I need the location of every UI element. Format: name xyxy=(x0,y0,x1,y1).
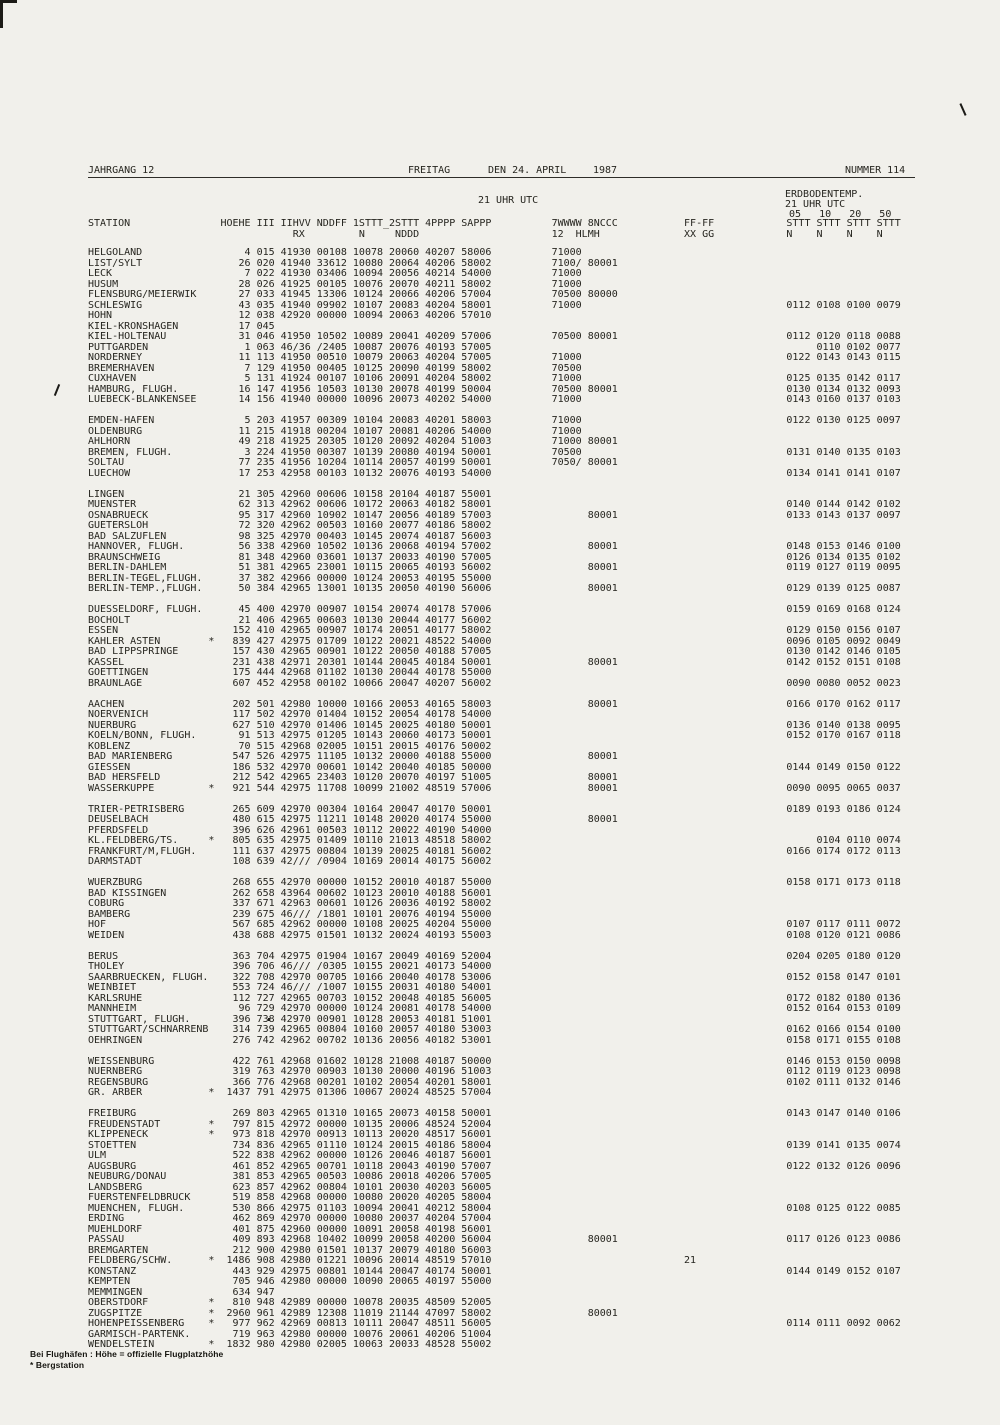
table-row: WEISSENBURG 422 761 42968 01602 10128 21008 40187 50000 0146 0153 0150 0098 xyxy=(88,1055,901,1067)
table-row: BAD MARIENBERG 547 526 42975 11105 10132 20000 40188 55000 80001 xyxy=(88,751,618,762)
observation-time-label: 21 UHR UTC xyxy=(478,195,539,206)
table-row: MUENSTER 62 313 42962 00606 10172 20063 40182 58001 0140 0144 0142 0102 xyxy=(88,499,901,510)
table-row: BAD LIPPSPRINGE 157 430 42965 00901 10122 20050 40188 57005 0130 0142 0146 0105 xyxy=(88,646,901,657)
table-row: MUEHLDORF 401 875 42960 00000 10091 20058 40198 56001 xyxy=(88,1223,492,1235)
table-row: STOETTEN 734 836 42965 01110 10124 20015 40186 58004 0139 0141 0135 0074 xyxy=(88,1139,901,1151)
table-row: KIEL-KRONSHAGEN 17 045 xyxy=(88,320,275,332)
table-row: KARLSRUHE 112 727 42965 00703 10152 20048 40185 56005 0172 0182 0180 0136 xyxy=(88,992,901,1004)
table-row: FLENSBURG/MEIERWIK 27 033 41945 13306 10124 20066 40206 57004 70500 80000 xyxy=(88,289,618,300)
table-row: EMDEN-HAFEN 5 203 41957 00309 10104 20083 40201 58003 71000 0122 0130 0125 0097 xyxy=(88,415,901,426)
table-row: KLIPPENECK * 973 818 42970 00913 10113 20020 48517 56001 xyxy=(88,1129,492,1140)
group-separator xyxy=(88,794,901,805)
table-row: WEINBIET 553 724 46/// /1007 10155 20031 40180 54001 xyxy=(88,982,492,993)
table-row: FRANKFURT/M,FLUGH. 111 637 42975 00804 10139 20025 40181 56002 0166 0174 0172 0113 xyxy=(88,845,901,857)
table-row: FREUDENSTADT * 797 815 42972 00000 10135 20006 48524 52004 xyxy=(88,1118,492,1130)
masthead-rule xyxy=(88,177,915,178)
table-row: DUESSELDORF, FLUGH. 45 400 42970 00907 10154 20074 40178 57006 0159 0169 0168 0124 xyxy=(88,604,901,615)
erdboden-time: 21 UHR UTC xyxy=(785,199,846,210)
table-row: HOHN 12 038 42920 00000 10094 20063 40206 57010 xyxy=(88,310,492,321)
table-row: LECK 7 022 41930 03406 10094 20056 40214 54000 71000 xyxy=(88,268,582,279)
table-row: BERLIN-TEMP.,FLUGH. 50 384 42965 13001 10135 20050 40190 56006 80001 0129 0139 0125 0087 xyxy=(88,583,901,594)
scan-artifact xyxy=(54,384,60,396)
table-row: LANDSBERG 623 857 42962 00804 10101 20030 40203 56005 xyxy=(88,1181,492,1193)
table-row: LUECHOW 17 253 42958 00103 10132 20076 40193 54000 0134 0141 0141 0107 xyxy=(88,467,901,479)
table-row: AHLHORN 49 218 41925 20305 10120 20092 40204 51003 71000 80001 xyxy=(88,436,618,447)
table-row: BERLIN-DAHLEM 51 381 42965 23001 10115 20065 40193 56002 80001 0119 0127 0119 0095 xyxy=(88,562,901,573)
table-row: DEUSELBACH 480 615 42975 11211 10148 20020 40174 55000 80001 xyxy=(88,814,618,825)
table-row: WEIDEN 438 688 42975 01501 10132 20024 40193 55003 0108 0120 0121 0086 xyxy=(88,929,901,941)
table-row: AUGSBURG 461 852 42965 00701 10118 20043 40190 57007 0122 0132 0126 0096 xyxy=(88,1160,901,1172)
table-row: HELGOLAND 4 015 41930 00108 10078 20060 40207 58006 71000 xyxy=(88,247,582,258)
table-row: NOERVENICH 117 502 42970 01404 10152 20054 40178 54000 xyxy=(88,709,492,720)
masthead-year: 1987 xyxy=(593,165,618,176)
table-row: BREMGARTEN 212 900 42980 01501 10137 20079 40180 56003 xyxy=(88,1244,492,1256)
table-row: GOETTINGEN 175 444 42968 01102 10130 20044 40178 55000 xyxy=(88,667,492,678)
table-row: ULM 522 838 42962 00000 10126 20046 40187 56001 xyxy=(88,1150,492,1161)
table-row: CUXHAVEN 5 131 41924 00107 10106 20091 40204 58002 71000 0125 0135 0142 0117 xyxy=(88,373,901,384)
table-row: FELDBERG/SCHW. * 1486 908 42980 01221 10096 20014 48519 57010 21 xyxy=(88,1255,697,1266)
table-row: STUTTGART/SCHNARRENB 314 739 42965 00804 10160 20057 40180 53003 0162 0166 0154 0100 xyxy=(88,1024,901,1035)
table-row: BAD KISSINGEN 262 658 43964 00602 10123 20010 40188 56001 xyxy=(88,887,492,899)
table-row: MEMMINGEN 634 947 xyxy=(88,1286,275,1298)
table-row: STUTTGART, FLUGH. 396 738 42970 00901 10128 20053 40181 51001 xyxy=(88,1013,492,1025)
erdboden-title: ERDBODENTEMP. xyxy=(785,189,864,200)
table-row: BREMERHAVEN 7 129 41950 00405 10125 20090 40199 58002 70500 xyxy=(88,362,582,374)
table-row: KEMPTEN 705 946 42980 00000 10090 20065 40197 55000 xyxy=(88,1276,492,1287)
table-row: WASSERKUPPE * 921 544 42975 11708 10099 21002 48519 57006 80001 0090 0095 0065 0037 xyxy=(88,782,901,794)
column-headers xyxy=(88,219,901,240)
table-row: PUTTGARDEN 1 063 46/36 /2405 10087 20076 40193 57005 0110 0102 0077 xyxy=(88,341,901,353)
table-row: BERUS 363 704 42975 01904 10167 20049 40169 52004 0204 0205 0180 0120 xyxy=(88,950,901,962)
erdboden-depths: 05 10 20 50 xyxy=(789,209,892,220)
table-row: HAMBURG, FLUGH. 16 147 41956 10503 10130 20078 40199 50004 70500 80001 0130 0134 0132 0093 xyxy=(88,383,901,395)
table-row: BRAUNLAGE 607 452 42958 00102 10066 20047 40207 56002 0090 0080 0052 0023 xyxy=(88,677,901,689)
table-row: OLDENBURG 11 215 41918 00204 10107 20081 40206 54000 71000 xyxy=(88,425,582,437)
column-header-line: RX N NDDD 12 HLMH XX GG N N N N xyxy=(88,228,883,240)
table-row: NEUBURG/DONAU 381 853 42965 00503 10086 20018 40206 57005 xyxy=(88,1171,492,1182)
table-row: NUERBURG 627 510 42970 01406 10145 20025 40180 50001 0136 0140 0138 0095 xyxy=(88,719,901,731)
table-row: GUETERSLOH 72 320 42962 00503 10160 20077 40186 58002 xyxy=(88,520,492,531)
table-row: HUSUM 28 026 41925 00105 10076 20070 40211 58002 71000 xyxy=(88,278,582,290)
table-row: BREMEN, FLUGH. 3 224 41950 00307 10139 20080 40194 50001 70500 0131 0140 0135 0103 xyxy=(88,446,901,458)
table-row: SOLTAU 77 235 41956 10204 10114 20057 40199 50001 7050/ 80001 xyxy=(88,457,618,468)
table-row: ERDING 462 869 42970 00000 10080 20037 40204 57004 xyxy=(88,1213,492,1224)
table-row: BRAUNSCHWEIG 81 348 42960 03601 10137 20033 40190 57005 0126 0134 0135 0102 xyxy=(88,551,901,563)
table-row: MUENCHEN, FLUGH. 530 866 42975 01103 10094 20041 40212 58004 0108 0125 0122 0085 xyxy=(88,1202,901,1214)
group-separator xyxy=(88,1046,901,1057)
masthead-nummer: NUMMER 114 xyxy=(845,165,906,176)
table-row: BERLIN-TEGEL,FLUGH. 37 382 42966 00000 10124 20053 40195 55000 xyxy=(88,572,492,584)
table-row: BAD SALZUFLEN 98 325 42970 00403 10145 20074 40187 56003 xyxy=(88,530,492,542)
table-row: BOCHOLT 21 406 42965 00603 10130 20044 40177 56002 xyxy=(88,614,492,626)
table-row: LINGEN 21 305 42960 00606 10158 20104 40187 55001 xyxy=(88,488,492,500)
masthead-jahrgang: JAHRGANG 12 xyxy=(88,165,155,176)
table-row: GIESSEN 186 532 42970 00601 10142 20040 40185 50000 0144 0149 0150 0122 xyxy=(88,761,901,773)
column-header-line: STATION HOEHE III IIHVV NDDFF 1STTT_2STTT 4PPPP SAPPP 7WWWW 8NCCC FF-FF STTT STTT STTT STTT xyxy=(88,218,901,229)
table-row: SAARBRUECKEN, FLUGH. 322 708 42970 00705 10166 20040 40178 53006 0152 0158 0147 0101 xyxy=(88,971,901,983)
table-row: WUERZBURG 268 655 42970 00000 10152 20010 40187 55000 0158 0171 0173 0118 xyxy=(88,877,901,888)
group-separator xyxy=(88,941,901,952)
group-separator xyxy=(88,479,901,490)
scan-artifact xyxy=(0,0,3,28)
table-row: KOBLENZ 70 515 42968 02005 10151 20015 40176 50002 xyxy=(88,740,492,752)
table-row: DARMSTADT 108 639 42/// /0904 10169 20014 40175 56002 xyxy=(88,856,492,867)
table-row: SCHLESWIG 43 035 41940 09902 10107 20083 40204 58001 71000 0112 0108 0100 0079 xyxy=(88,299,901,311)
group-separator xyxy=(88,689,901,700)
table-row: AACHEN 202 501 42980 10000 10166 20053 40165 58003 80001 0166 0170 0162 0117 xyxy=(88,698,901,710)
table-row: BAD HERSFELD 212 542 42965 23403 10120 20070 40197 51005 80001 xyxy=(88,772,618,783)
table-row: PFERDSFELD 396 626 42961 00503 10112 20022 40190 54000 xyxy=(88,824,492,836)
table-row: ESSEN 152 410 42965 00907 10174 20051 40177 58002 0129 0150 0156 0107 xyxy=(88,625,901,636)
footnote-airports: Bei Flughäfen : Höhe = offizielle Flugplatzhöhe xyxy=(30,1349,224,1359)
table-row: PASSAU 409 893 42968 10402 10099 20058 40200 56004 80001 0117 0126 0123 0086 xyxy=(88,1234,901,1245)
table-row: OBERSTDORF * 810 948 42989 00000 10078 20035 48509 52005 xyxy=(88,1297,492,1308)
table-row: KL.FELDBERG/TS. * 805 635 42975 01409 10110 21013 48518 58002 0104 0110 0074 xyxy=(88,835,901,846)
masthead-weekday: FREITAG xyxy=(408,165,451,176)
table-row: KIEL-HOLTENAU 31 046 41950 10502 10089 20041 40209 57006 70500 80001 0112 0120 0118 0088 xyxy=(88,331,901,342)
table-row: HOF 567 685 42962 00000 10108 20025 40204 55000 0107 0117 0111 0072 xyxy=(88,919,901,930)
table-row: FREIBURG 269 803 42965 01310 10165 20073 40158 50001 0143 0147 0140 0106 xyxy=(88,1108,901,1119)
table-row: OSNABRUECK 95 317 42960 10902 10147 20056 40189 57003 80001 0133 0143 0137 0097 xyxy=(88,509,901,521)
table-row: LIST/SYLT 26 020 41940 33612 10080 20064 40206 58002 7100/ 80001 xyxy=(88,257,618,269)
footnote-bergstation: * Bergstation xyxy=(30,1359,85,1370)
table-row: NUERNBERG 319 763 42970 00903 10130 20000 40196 51003 0112 0119 0123 0098 xyxy=(88,1066,901,1077)
masthead-date: DEN 24. APRIL xyxy=(488,165,567,176)
table-row: BAMBERG 239 675 46/// /1801 10101 20076 40194 55000 xyxy=(88,908,492,920)
table-row: ZUGSPITZE * 2960 961 42989 12308 11019 21144 47097 58002 80001 xyxy=(88,1307,618,1319)
table-row: REGENSBURG 366 776 42968 00201 10102 20054 40201 58001 0102 0111 0132 0146 xyxy=(88,1076,901,1088)
table-row: OEHRINGEN 276 742 42962 00702 10136 20056 40182 53001 0158 0171 0155 0108 xyxy=(88,1034,901,1046)
table-row: KOELN/BONN, FLUGH. 91 513 42975 01205 10143 20060 40173 50001 0152 0170 0167 0118 xyxy=(88,730,901,741)
table-row: MANNHEIM 96 729 42970 00000 10124 20081 40178 54000 0152 0164 0153 0109 xyxy=(88,1003,901,1014)
table-row: FUERSTENFELDBRUCK 519 858 42968 00000 10080 20020 40205 58004 xyxy=(88,1192,492,1203)
table-row: GR. ARBER * 1437 791 42975 01306 10067 20024 48525 57004 xyxy=(88,1087,492,1098)
table-row: COBURG 337 671 42963 00601 10126 20036 40192 58002 xyxy=(88,898,492,909)
table-row: KASSEL 231 438 42971 20301 10144 20045 40184 50001 80001 0142 0152 0151 0108 xyxy=(88,656,901,668)
table-row: WENDELSTEIN * 1832 980 42980 02005 10063 20033 48528 55002 xyxy=(88,1339,492,1350)
table-row: GARMISCH-PARTENK. 719 963 42980 00000 10076 20061 40206 51004 xyxy=(88,1328,492,1340)
table-row: KONSTANZ 443 929 42975 00801 10144 20047 40174 50001 0144 0149 0152 0107 xyxy=(88,1265,901,1277)
scan-artifact xyxy=(959,103,966,116)
table-row: TRIER-PETRISBERG 265 609 42970 00304 10164 20047 40170 50001 0189 0193 0186 0124 xyxy=(88,803,901,815)
table-row: KAHLER ASTEN * 839 427 42975 01709 10122 20021 48522 54000 0096 0105 0092 0049 xyxy=(88,635,901,647)
footnote-block xyxy=(30,1349,223,1370)
table-row: NORDERNEY 11 113 41950 00510 10079 20063 40204 57005 71000 0122 0143 0143 0115 xyxy=(88,352,901,363)
station-rows xyxy=(88,248,901,1351)
table-row: LUEBECK-BLANKENSEE 14 156 41940 00000 10096 20073 40202 54000 71000 0143 0160 0137 0103 xyxy=(88,394,901,405)
table-row: HOHENPEISSENBERG * 977 962 42969 00813 10111 20047 48511 56005 0114 0111 0092 0062 xyxy=(88,1318,901,1329)
table-row: HANNOVER, FLUGH. 56 338 42960 10502 10136 20068 40194 57002 80001 0148 0153 0146 0100 xyxy=(88,541,901,552)
table-row: THOLEY 396 706 46/// /0305 10155 20021 40173 54000 xyxy=(88,961,492,972)
